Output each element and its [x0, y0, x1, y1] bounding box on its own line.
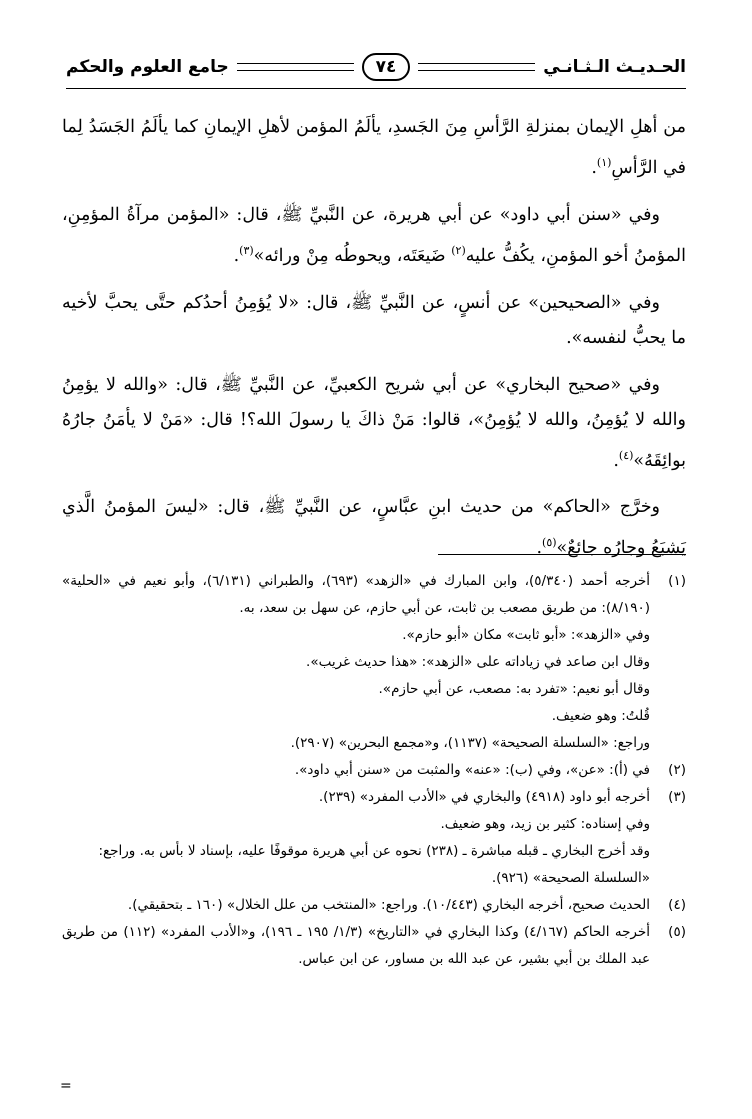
- footnote-text: أخرجه أحمد (٥/٣٤٠)، وابن المبارك في «الزهد» (٦٩٣)، والطبراني (٦/١٣١)، وأبو نعيم في «الحلية» (٨/١٩٠): من طريق مصعب بن ثابت، عن أبي حازم، عن سهل بن سعد، به.: [62, 573, 650, 616]
- footnote-ref[interactable]: (١): [596, 156, 612, 169]
- footnote-number: (٤): [668, 897, 686, 913]
- main-text: [62, 110, 686, 578]
- header-rule-left: [237, 63, 354, 71]
- footnote-text: وقال أبو نعيم: «تفرد به: مصعب، عن أبي حازم».: [378, 681, 650, 697]
- footnote-text: الحديث صحيح، أخرجه البخاري (١٠/٤٤٣). وراجع: «المنتخب من علل الخلال» (١٦٠ ـ بتحقيقي).: [127, 897, 650, 913]
- header-rule-right: [418, 63, 535, 71]
- footnote-number: (٢): [668, 762, 686, 778]
- footnotes: [62, 568, 686, 973]
- footnote-number: (١): [668, 573, 686, 589]
- footnote-ref[interactable]: (٣): [239, 243, 254, 257]
- footnote-text: وراجع: «السلسلة الصحيحة» (١١٣٧)، و«مجمع البحرين» (٢٩٠٧).: [290, 735, 650, 751]
- continuation-mark: =: [60, 1078, 72, 1094]
- footnote-text: وقد أخرج البخاري ـ قبله مباشرة ـ (٢٣٨) نحوه عن أبي هريرة موقوفًا عليه، بإسناد لا بأس به. وراجع: «السلسلة الصحيحة» (٩٢٦).: [98, 843, 650, 886]
- footnote-text: وفي «الزهد»: «أبو ثابت» مكان «أبو حازم».: [402, 627, 650, 643]
- paragraph-1: من أهلِ الإيمان بمنزلةِ الرَّأسِ مِنَ الجَسدِ، يألَمُ المؤمن لأهلِ الإيمانِ كما يألَمُ الجَسَدُ لِما في الرَّأسِ$^{(١)}$.: [62, 117, 686, 178]
- footnote-text: في (أ): «عن»، وفي (ب): «عنه» والمثبت من «سنن أبي داود».: [294, 762, 650, 778]
- footnote-text: وقال ابن صاعد في زياداته على «الزهد»: «هذا حديث غريب».: [306, 654, 650, 670]
- footnote-3-continuation: [62, 811, 686, 892]
- footnote-separator: [438, 554, 686, 555]
- footnote-5: [62, 919, 686, 973]
- paragraph-3: وفي «الصحيحين» عن أنسٍ، عن النَّبيِّ ﷺ، قال: «لا يُؤمِنُ أحدُكم حتَّى يحبَّ لأخيه ما يحبُّ لنفسه».: [62, 292, 686, 348]
- footnote-ref[interactable]: (٥): [542, 536, 557, 550]
- header-book-title: جامع العلوم والحكم: [66, 57, 229, 77]
- footnote-number: (٣): [668, 789, 686, 805]
- paragraph-5: وخرَّج «الحاكم» من حديث ابنِ عبَّاسٍ، عن النَّبيِّ ﷺ، قال: «ليسَ المؤمنُ الَّذي يَشبَعُ وجارُه جائعٌ»$^{(٥)}$.: [62, 497, 686, 559]
- footnote-text: أخرجه الحاكم (٤/١٦٧) وكذا البخاري في «التاريخ» (١/٣/ ١٩٥ ـ ١٩٦)، و«الأدب المفرد» (١١٢) من طريق عبد الملك بن أبي بشير، عن عبد الله بن مساور، عن ابن عباس.: [62, 924, 650, 967]
- header-chapter-title: الحـديـث الـثـانـي: [543, 57, 686, 77]
- footnote-3: [62, 784, 686, 811]
- running-header: [66, 48, 686, 86]
- paragraph-4: وفي «صحيح البخاري» عن أبي شريح الكعبيِّ، عن النَّبيِّ ﷺ، قال: «والله لا يؤمِنُ والله لا يُؤمِنُ، والله لا يُؤمِنُ»، قالوا: مَنْ ذاكَ يا رسولَ الله؟! قال: «مَنْ لا يأمَنُ جارُهُ بوائِقَهُ»$^{(٤)}$.: [62, 374, 686, 471]
- footnote-2: [62, 757, 686, 784]
- footnote-1: [62, 568, 686, 622]
- footnote-number: (٥): [668, 924, 686, 940]
- footnote-ref[interactable]: (٢): [451, 243, 466, 257]
- footnote-4: [62, 892, 686, 919]
- footnote-text: وفي إسناده: كثير بن زيد، وهو ضعيف.: [440, 816, 650, 832]
- page-number: ٧٤: [362, 53, 411, 81]
- paragraph-2: وفي «سنن أبي داود» عن أبي هريرة، عن النَّبيِّ ﷺ، قال: «المؤمن مرآةُ المؤمِنِ، المؤمنُ أخو المؤمنِ، يكُفُّ عليه$^{(٢)}$ ضَيعَتَه، ويحوطُه مِنْ ورائه»$^{(٣)}$.: [62, 204, 686, 266]
- footnote-1-continuation: [62, 622, 686, 757]
- footnote-text: أخرجه أبو داود (٤٩١٨) والبخاري في «الأدب المفرد» (٢٣٩).: [318, 789, 650, 805]
- footnote-ref[interactable]: (٤): [618, 448, 634, 462]
- header-underline: [66, 88, 686, 89]
- footnote-text: قُلتُ: وهو ضعيف.: [551, 708, 650, 724]
